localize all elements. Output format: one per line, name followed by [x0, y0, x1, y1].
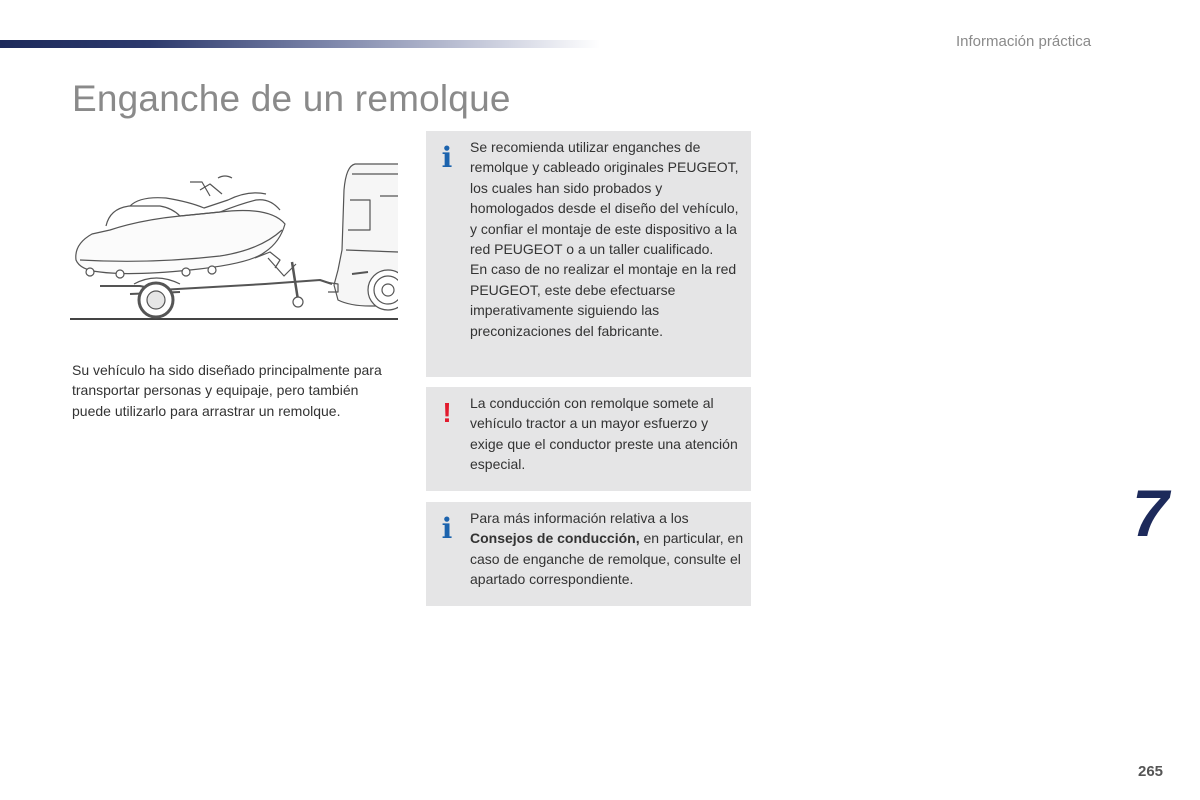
note-paragraph [470, 508, 745, 590]
page-number: 265 [1138, 763, 1164, 780]
chapter-number: 7 [1132, 476, 1169, 550]
warning-note-box [426, 387, 751, 491]
note-paragraph: Se recomienda utilizar enganches de remolque y cableado originales PEUGEOT, los cuales han sido probados y homologados desde el diseño del vehículo, y confiar el montaje de este dispositivo a la red PEUGEOT o a un taller cualificado. [470, 139, 739, 258]
info-note-box [426, 502, 751, 606]
note-text [470, 508, 745, 590]
note-text-bold: Consejos de conducción, [470, 530, 640, 547]
info-icon: i [441, 512, 453, 545]
note-text [470, 393, 745, 475]
intro-paragraph: Su vehículo ha sido diseñado principalmente para transportar personas y equipaje, pero también puede utilizarlo para arrastrar un remolque. [72, 362, 382, 419]
warning-icon: ! [442, 397, 452, 428]
page-title: Enganche de un remolque [72, 78, 511, 119]
section-header: Información práctica [956, 33, 1092, 50]
trailer-jetski-illustration [70, 160, 398, 325]
info-icon: i [441, 141, 453, 174]
info-note-box [426, 131, 751, 377]
note-paragraph: En caso de no realizar el montaje en la red PEUGEOT, este debe efectuarse imperativamente siguiendo las preconizaciones del fabricante. [470, 261, 737, 339]
note-text-before: Para más información relativa a los [470, 510, 689, 526]
header-gradient-bar [0, 40, 600, 48]
note-text-after: en particular, en caso de enganche de remolque, consulte el apartado correspondiente. [470, 530, 744, 588]
note-paragraph: La conducción con remolque somete al vehículo tractor a un mayor esfuerzo y exige que el conductor preste una atención especial. [470, 395, 738, 473]
note-text [470, 137, 745, 341]
